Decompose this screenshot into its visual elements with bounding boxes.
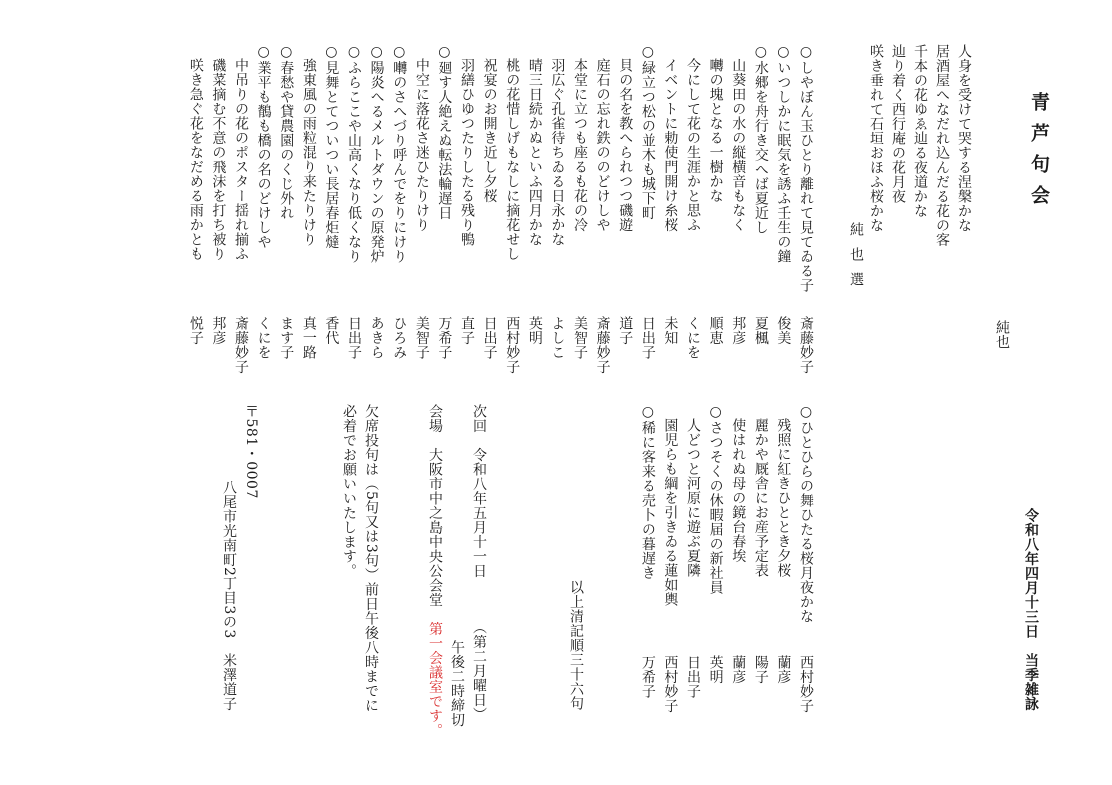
selected-poem: ○水郷を舟行き交へば夏近し xyxy=(752,44,769,235)
request-line: 必着でお願いいたします。 xyxy=(341,404,357,578)
deadline-line: 午後二時締切 xyxy=(449,640,465,727)
selected-author: 邦彦 xyxy=(730,316,747,345)
lower-poem-author: 蘭彦 xyxy=(775,655,792,684)
poem: 辿り着く西行庵の花月夜 xyxy=(890,44,906,204)
selected-poem: 中空に落花さ迷ひたりけり xyxy=(413,58,430,232)
lower-poem-author: 陽子 xyxy=(752,655,769,684)
selected-author: 斎藤妙子 xyxy=(594,316,611,374)
selected-author: 美智子 xyxy=(413,316,430,360)
lower-poem-author: 英明 xyxy=(707,655,724,684)
selected-author: 未知 xyxy=(662,316,679,345)
lower-poem: 残照に紅きひととき夕桜 xyxy=(775,418,792,578)
poem: 咲き垂れて石垣おほふ桜かな xyxy=(868,44,884,233)
poem: 人身を受けて哭する涅槃かな xyxy=(956,44,972,233)
selected-author: 道子 xyxy=(617,316,634,345)
selected-poem: 今にして花の生涯かと思ふ xyxy=(685,58,701,232)
selected-poem: 貝の名を教へられつつ磯遊 xyxy=(617,58,634,232)
selected-poem: 羽繕ひゆつたりしたる残り鴨 xyxy=(459,58,475,247)
lower-poem: ○ひとひらの舞ひたる桜月夜かな xyxy=(798,404,814,624)
page-title: 青芦句会 xyxy=(1028,92,1050,216)
lower-poem: ○稀に客来る売卜の暮遅き xyxy=(639,404,656,580)
selected-poem: ○春愁や貸農園のくじ外れ xyxy=(278,44,295,220)
lower-poem-author: 万希子 xyxy=(639,655,656,699)
lower-poem: 人どつと河原に遊ぶ夏隣 xyxy=(685,418,701,578)
lower-poem-author: 蘭彦 xyxy=(730,655,747,684)
date-heading: 令和八年四月十三日 当季雑詠 xyxy=(1023,508,1039,711)
selected-author: ひろみ xyxy=(391,316,408,360)
selected-author: くにを xyxy=(255,316,272,360)
selected-poem: 中吊りの花のポスター揺れ揃ふ xyxy=(233,58,249,261)
selected-author: 俊美 xyxy=(775,316,792,345)
selected-poem: 本堂に立つも座るも花の冷 xyxy=(572,58,588,232)
selected-poem: 強東風の雨粒混り来たりけり xyxy=(300,58,317,247)
lower-poem-author: 西村妙子 xyxy=(798,655,814,713)
selected-author: 順恵 xyxy=(707,316,724,345)
selected-author: 斎藤妙子 xyxy=(233,316,249,374)
next-meeting-line: 次回 令和八年五月十一日 xyxy=(471,404,487,578)
lower-poem: 園児らも綱を引きゐる蓮如輿 xyxy=(662,418,679,607)
next-meeting-weekday: （第二月曜日） xyxy=(471,620,487,722)
selected-poem: ○ふらここや山高くなり低くなり xyxy=(346,44,362,264)
selected-author: 夏楓 xyxy=(752,316,769,345)
selected-poem: ○廻す人絶えぬ転法輪遅日 xyxy=(436,44,453,220)
selected-poem: 庭石の忘れ鉄ののどけしや xyxy=(594,58,611,232)
selected-author: 直子 xyxy=(459,316,475,345)
lower-poem-author: 日出子 xyxy=(685,655,701,699)
selected-poem: ○陽炎へるメルトダウンの原発炉 xyxy=(368,44,385,264)
lower-poem: 使はれぬ母の鏡台春埃 xyxy=(730,418,747,563)
selected-author: 真一路 xyxy=(300,316,317,360)
selected-author: 悦子 xyxy=(187,316,204,345)
selected-poem: 桃の花惜しげもなしに摘花せし xyxy=(504,58,521,261)
selected-author: くにを xyxy=(685,316,701,360)
lower-poem: 麗かや厩舎にお産予定表 xyxy=(752,418,769,578)
selected-poem: ○緑立つ松の並木も城下町 xyxy=(639,44,656,220)
selected-author: ます子 xyxy=(278,316,295,360)
selected-poem: 咲き急ぐ花をなだめる雨かとも xyxy=(187,58,204,261)
address-line: 八尾市光南町2丁目3の3 米澤道子 xyxy=(221,480,237,712)
poem: 千本の花ゆゑ辿る夜道かな xyxy=(912,44,928,218)
selected-poem: 祝宴のお開き近し夕桜 xyxy=(481,58,498,203)
selected-poem: イベントに勅使門開け糸桜 xyxy=(662,58,679,232)
selected-author: 英明 xyxy=(526,316,543,345)
selected-poem: 晴三日続かぬといふ四月かな xyxy=(526,58,543,247)
selected-poem: ○見舞とてついつい長居春炬燵 xyxy=(323,44,340,249)
selected-author: 日出子 xyxy=(346,316,362,360)
summary-line: 以上清記順三十六句 xyxy=(568,580,584,711)
lower-poem: ○さつそくの休暇届の新社員 xyxy=(707,404,724,595)
selector-label: 純也選 xyxy=(848,222,864,297)
selected-poem: ○業平も鶺も橋の名のどけしや xyxy=(255,44,272,249)
selected-poem: 羽広ぐ孔雀待ちゐる日永かな xyxy=(549,58,566,247)
poem: 居酒屋へなだれ込んだる花の客 xyxy=(934,44,950,247)
selected-author: 邦彦 xyxy=(210,316,227,345)
selected-poem: ○いつしかに眠気を誘ふ壬生の鐘 xyxy=(775,44,792,264)
lower-poem-author: 西村妙子 xyxy=(662,655,679,713)
selected-author: よしこ xyxy=(549,316,566,360)
selected-poem: 囀の塊となる一樹かな xyxy=(707,58,724,203)
postal-code: 〒581・0007 xyxy=(243,404,259,499)
poem-author: 純也 xyxy=(994,320,1010,349)
venue-line: 会場 大阪市中之島中央公会堂 第一会議室です。 xyxy=(427,404,443,738)
selected-author: 万希子 xyxy=(436,316,453,360)
selected-poem: ○囀のさへづり呼んでをりにけり xyxy=(391,44,408,264)
absent-line: 欠席投句は（5句又は3句）前日午後八時までに xyxy=(363,404,379,713)
venue-room: 第一会議室です。 xyxy=(427,621,443,738)
selected-author: 西村妙子 xyxy=(504,316,521,374)
selected-author: 日出子 xyxy=(481,316,498,360)
selected-author: 斎藤妙子 xyxy=(798,316,814,374)
selected-poem: ○しやぼん玉ひとり離れて見てゐる子 xyxy=(798,44,814,293)
selected-author: あきら xyxy=(368,316,385,360)
selected-author: 香代 xyxy=(323,316,340,345)
selected-poem: 山葵田の水の縦横音もなく xyxy=(730,58,747,232)
selected-poem: 磯菜摘む不意の飛沫を打ち被り xyxy=(210,58,227,261)
selected-author: 美智子 xyxy=(572,316,588,360)
selected-author: 日出子 xyxy=(639,316,656,360)
